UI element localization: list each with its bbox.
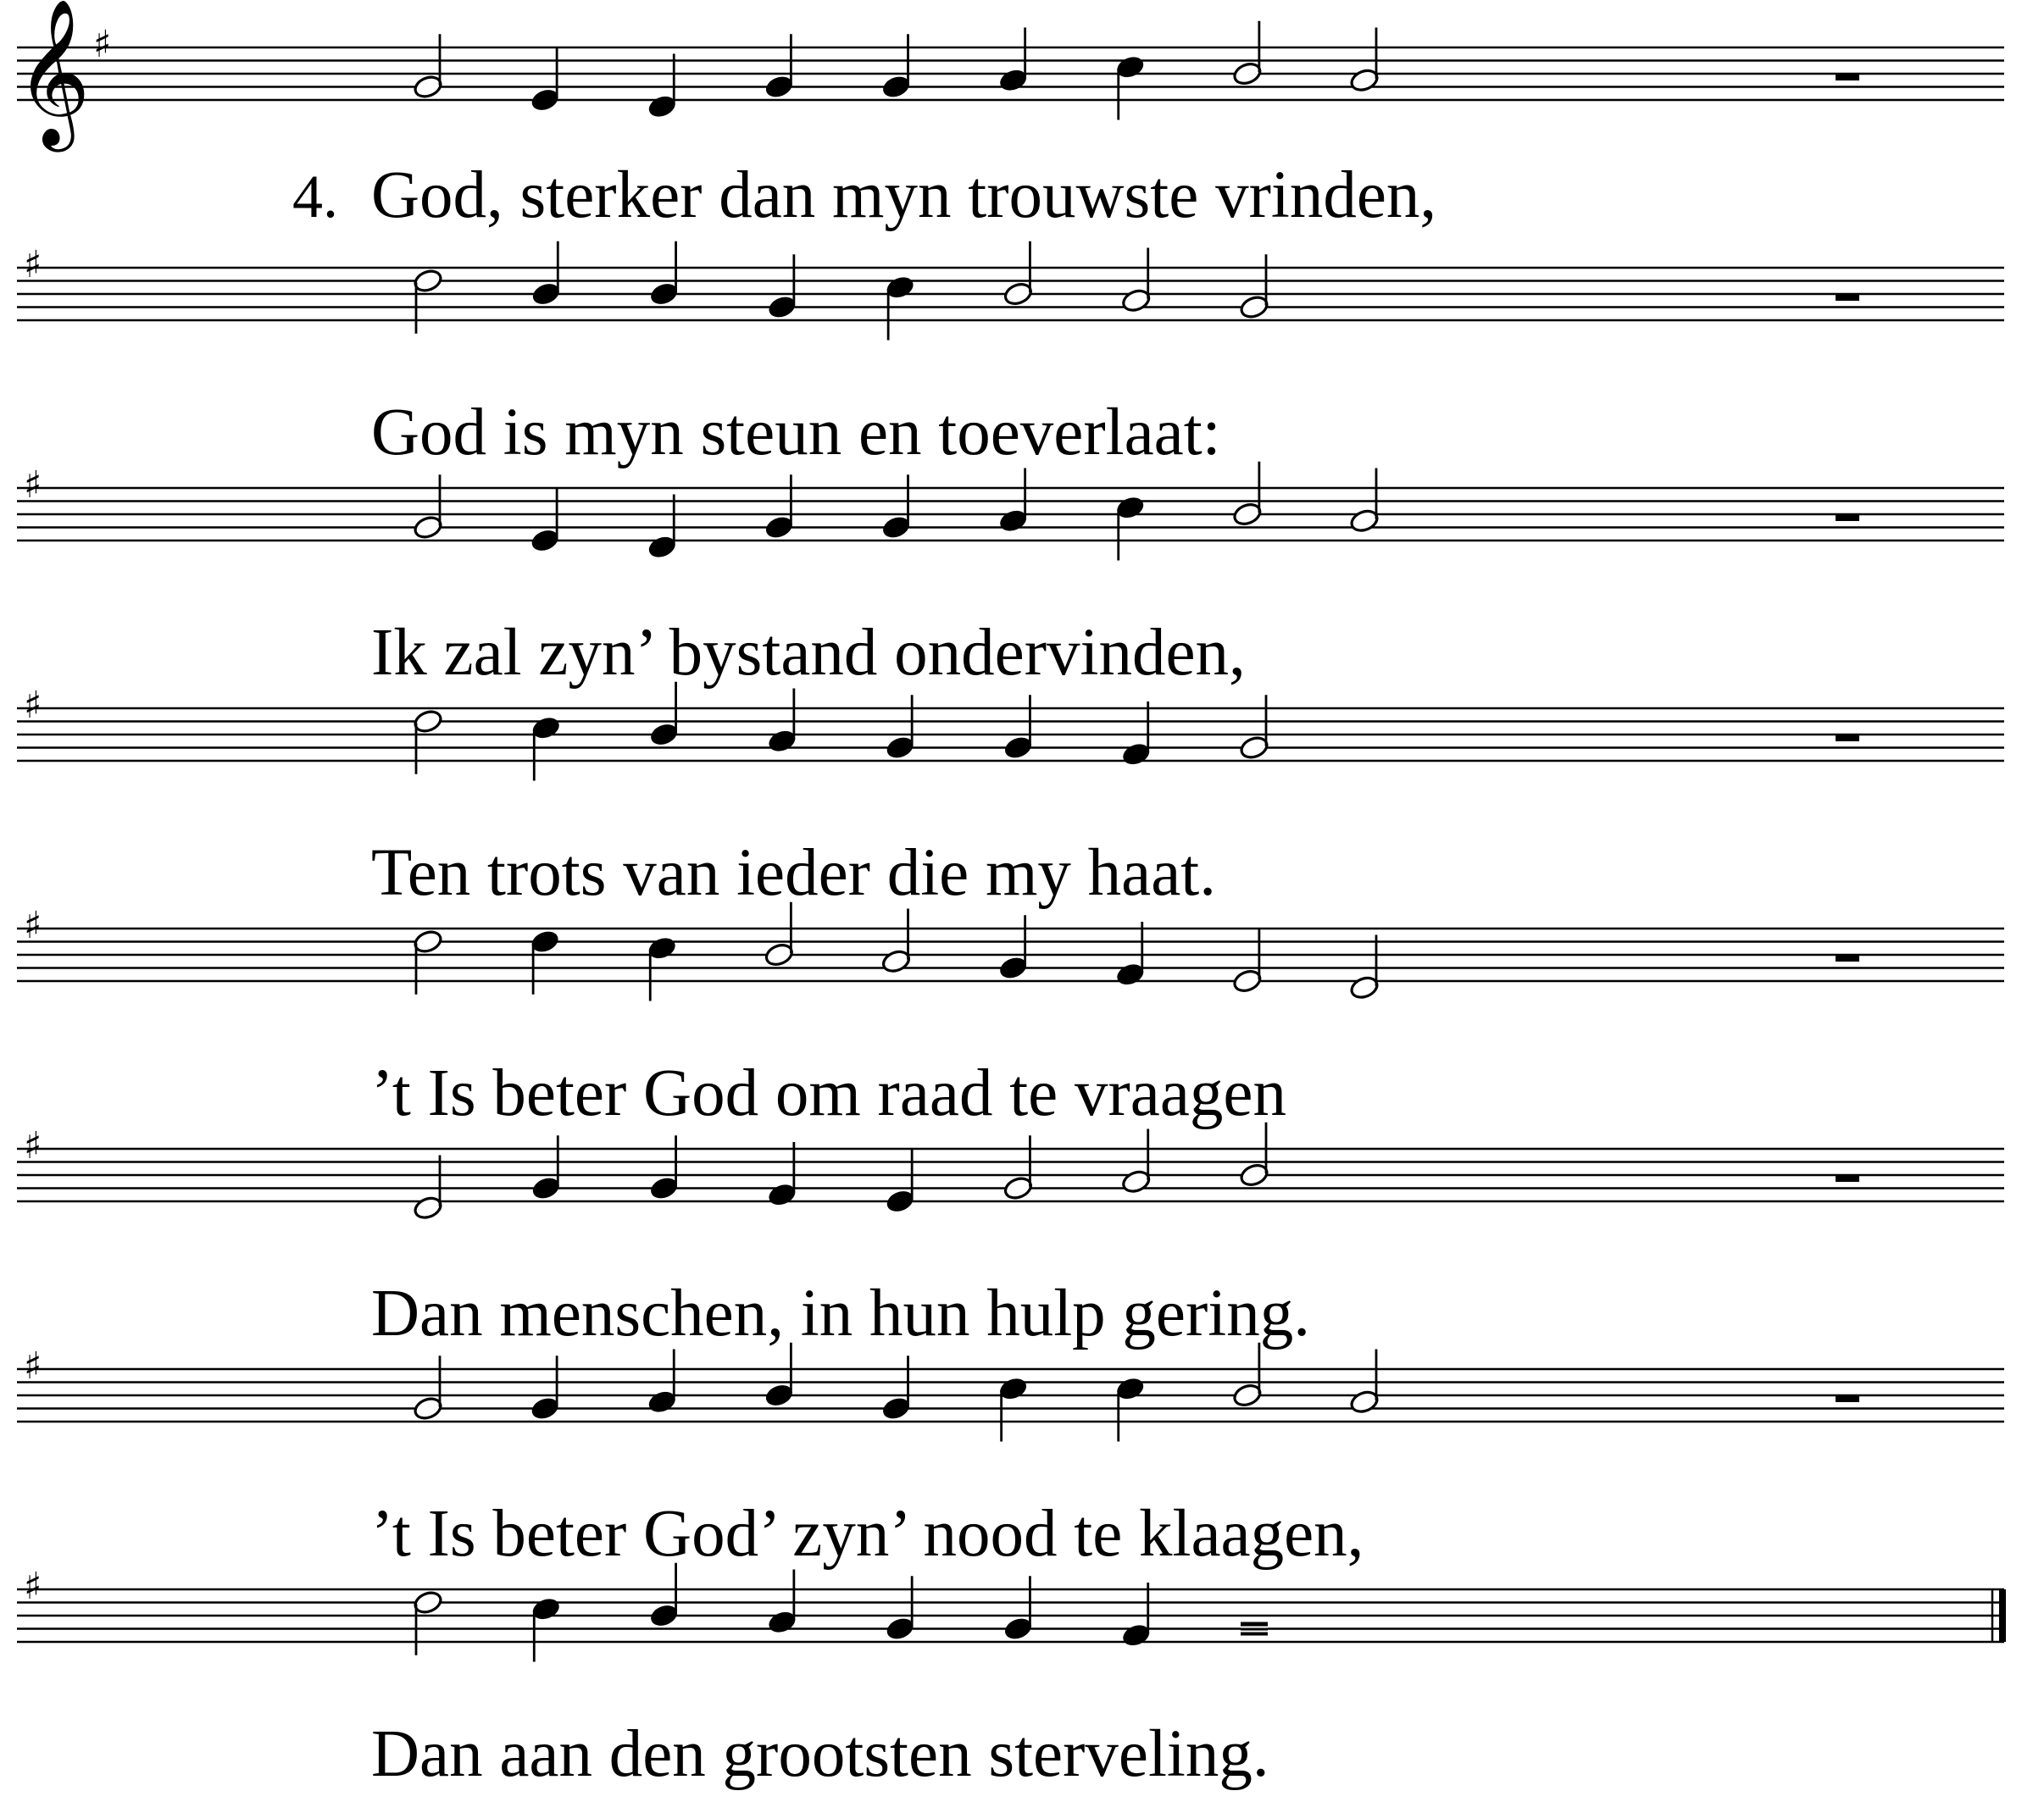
key-signature-sharp-icon: ♯ bbox=[24, 463, 42, 507]
half-rest-icon bbox=[1836, 1394, 1859, 1402]
note bbox=[1003, 1576, 1034, 1642]
note bbox=[648, 682, 680, 748]
half-rest-icon bbox=[1836, 954, 1859, 962]
note bbox=[764, 902, 795, 968]
staff-system bbox=[17, 1343, 2004, 1571]
lyric-line: ’t Is beter God’ zyn’ nood te klaagen, bbox=[371, 1497, 1364, 1571]
note bbox=[413, 34, 444, 100]
note bbox=[1232, 929, 1264, 995]
note bbox=[530, 488, 561, 554]
note bbox=[1003, 1135, 1034, 1201]
note bbox=[530, 47, 561, 114]
key-signature-sharp-icon: ♯ bbox=[24, 684, 42, 727]
staff-system bbox=[17, 1123, 2004, 1350]
lyric-line: Ten trots van ieder die my haat. bbox=[371, 836, 1216, 910]
note bbox=[1003, 241, 1034, 308]
staff-system bbox=[17, 682, 2004, 910]
note bbox=[880, 474, 912, 541]
lyric-line: ’t Is beter God om raad te vraagen bbox=[371, 1056, 1286, 1130]
note bbox=[530, 241, 562, 308]
note bbox=[1239, 1123, 1270, 1189]
note bbox=[880, 34, 912, 100]
note bbox=[880, 1356, 912, 1422]
note bbox=[764, 34, 795, 100]
lyric-line: Ik zal zyn’ bystand ondervinden, bbox=[371, 616, 1246, 690]
note bbox=[1003, 695, 1034, 761]
treble-clef-icon: 𝄞 bbox=[15, 0, 91, 146]
note bbox=[1232, 1343, 1264, 1409]
note bbox=[530, 929, 561, 995]
verse-number: 4. bbox=[292, 163, 338, 230]
note bbox=[648, 1135, 680, 1201]
half-rest-icon bbox=[1836, 513, 1859, 521]
key-signature-sharp-icon: ♯ bbox=[24, 904, 42, 947]
staff-system bbox=[17, 241, 2004, 469]
key-signature-sharp-icon: ♯ bbox=[93, 23, 112, 66]
staff-system bbox=[17, 462, 2004, 690]
final-barline-thick bbox=[1999, 1589, 2006, 1642]
note bbox=[1241, 1622, 1268, 1636]
note bbox=[997, 915, 1029, 981]
note bbox=[530, 1135, 562, 1201]
half-rest-icon bbox=[1836, 1174, 1859, 1182]
note bbox=[413, 1356, 444, 1422]
lyric-line: God is myn steun en toeverlaat: bbox=[371, 396, 1221, 469]
note bbox=[413, 268, 444, 334]
note bbox=[1239, 695, 1270, 761]
note bbox=[1239, 254, 1270, 320]
half-rest-icon bbox=[1836, 734, 1859, 741]
note bbox=[1232, 462, 1264, 528]
half-rest-icon bbox=[1836, 73, 1859, 80]
lyric-line: God, sterker dan myn trouwste vrinden, bbox=[371, 158, 1437, 232]
lyric-line: Dan aan den grootsten sterveling. bbox=[371, 1717, 1269, 1791]
key-signature-sharp-icon: ♯ bbox=[24, 243, 42, 286]
note bbox=[413, 929, 444, 995]
note bbox=[885, 1149, 916, 1215]
key-signature-sharp-icon: ♯ bbox=[24, 1565, 42, 1608]
staff-system bbox=[15, 0, 2004, 232]
staff-system bbox=[17, 1563, 2006, 1791]
lyric-line: Dan menschen, in hun hulp gering. bbox=[371, 1277, 1310, 1350]
final-note-block bbox=[1241, 1622, 1268, 1636]
note bbox=[648, 241, 680, 308]
key-signature-sharp-icon: ♯ bbox=[24, 1345, 42, 1388]
staff-system bbox=[17, 902, 2004, 1130]
note bbox=[413, 708, 444, 774]
note bbox=[648, 1563, 680, 1629]
half-rest-icon bbox=[1836, 293, 1859, 301]
note bbox=[413, 474, 444, 541]
note bbox=[764, 474, 795, 541]
note bbox=[885, 695, 916, 761]
note bbox=[764, 1343, 795, 1409]
note bbox=[1232, 21, 1264, 87]
note bbox=[413, 1589, 444, 1655]
note bbox=[885, 1576, 916, 1642]
note bbox=[530, 1356, 561, 1422]
key-signature-sharp-icon: ♯ bbox=[24, 1124, 42, 1167]
note bbox=[767, 254, 798, 320]
